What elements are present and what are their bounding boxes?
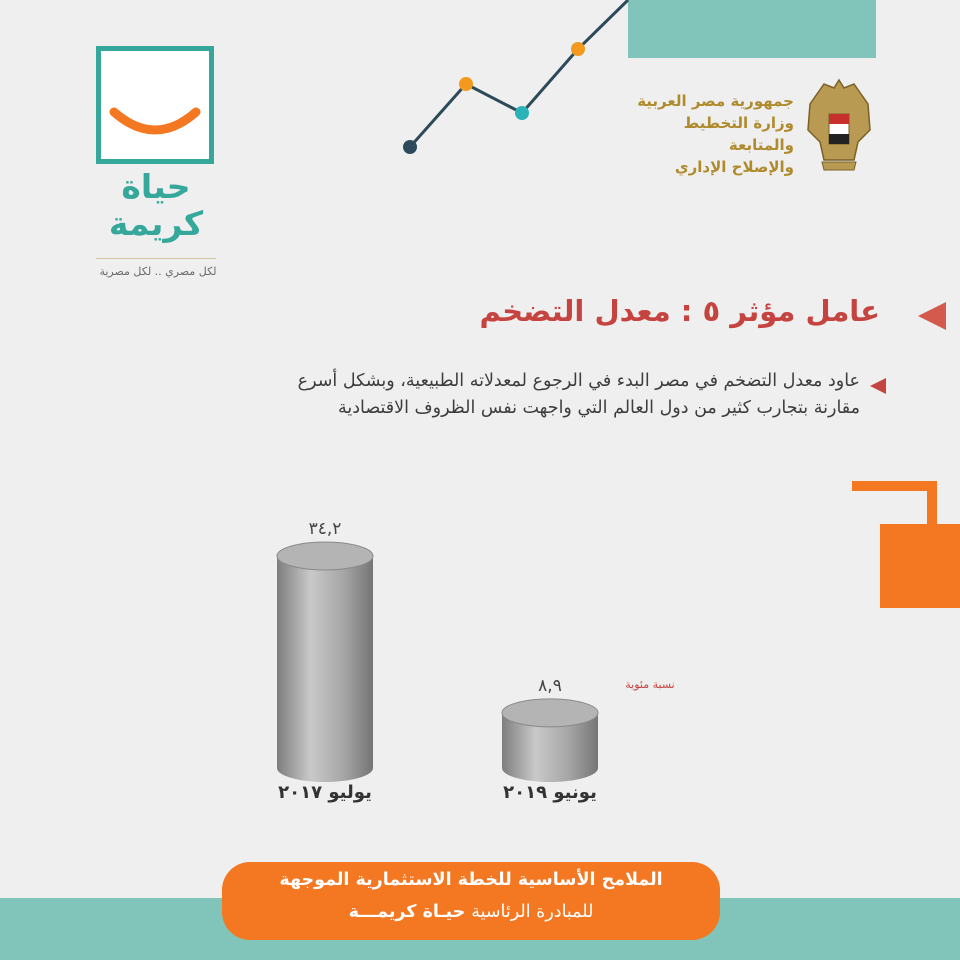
logo-slogan: لكل مصري .. لكل مصرية (99, 265, 217, 278)
chart-bar (277, 542, 373, 782)
decorative-line-graph (380, 0, 640, 170)
logo-divider (96, 258, 216, 259)
paragraph-line1: عاود معدل التضخم في مصر البدء في الرجوع لمعدلاته الطبيعية، وبشكل أسرع (297, 371, 860, 391)
banner-line2-text: للمبادرة الرئاسية (471, 902, 594, 922)
heading-arrow-icon (914, 298, 950, 334)
logo-name (94, 168, 218, 242)
section-heading: عامل مؤثر ٥ : معدل التضخم (479, 294, 880, 328)
paragraph-line2: مقارنة بتجارب كثير من دول العالم التي واجهت نفس الظروف الاقتصادية (337, 398, 860, 418)
bullet-arrow-icon (868, 376, 888, 396)
chart-bar (502, 699, 598, 782)
bar-value-label: ٣٤,٢ (308, 519, 342, 539)
ministry-name (626, 90, 794, 178)
ministry-line2: وزارة التخطيط والمتابعة (683, 114, 794, 154)
banner-initiative-name: حيـاة كريمـــة (348, 902, 466, 922)
egypt-eagle-emblem-icon (804, 74, 874, 174)
logo-name-line2: كريمة (108, 204, 204, 243)
ministry-line1: جمهورية مصر العربية (637, 92, 794, 110)
top-teal-bar (628, 0, 876, 58)
logo-name-line1: حياة (121, 167, 191, 206)
banner-line1: الملامح الأساسية للخطة الاستثمارية الموجهة (279, 870, 663, 890)
inflation-bar-chart (240, 500, 700, 820)
decorative-orange-corner (852, 480, 960, 610)
bar-category-label: يونيو ٢٠١٩ (503, 782, 597, 803)
description-paragraph (60, 368, 860, 422)
ministry-line3: والإصلاح الإداري (674, 158, 794, 176)
bar-category-label: يوليو ٢٠١٧ (278, 782, 372, 803)
banner-line2 (222, 902, 720, 922)
unit-label: نسبة مئوية (625, 678, 675, 691)
bar-value-label: ٨,٩ (538, 675, 562, 696)
logo-smile-icon (108, 104, 202, 144)
